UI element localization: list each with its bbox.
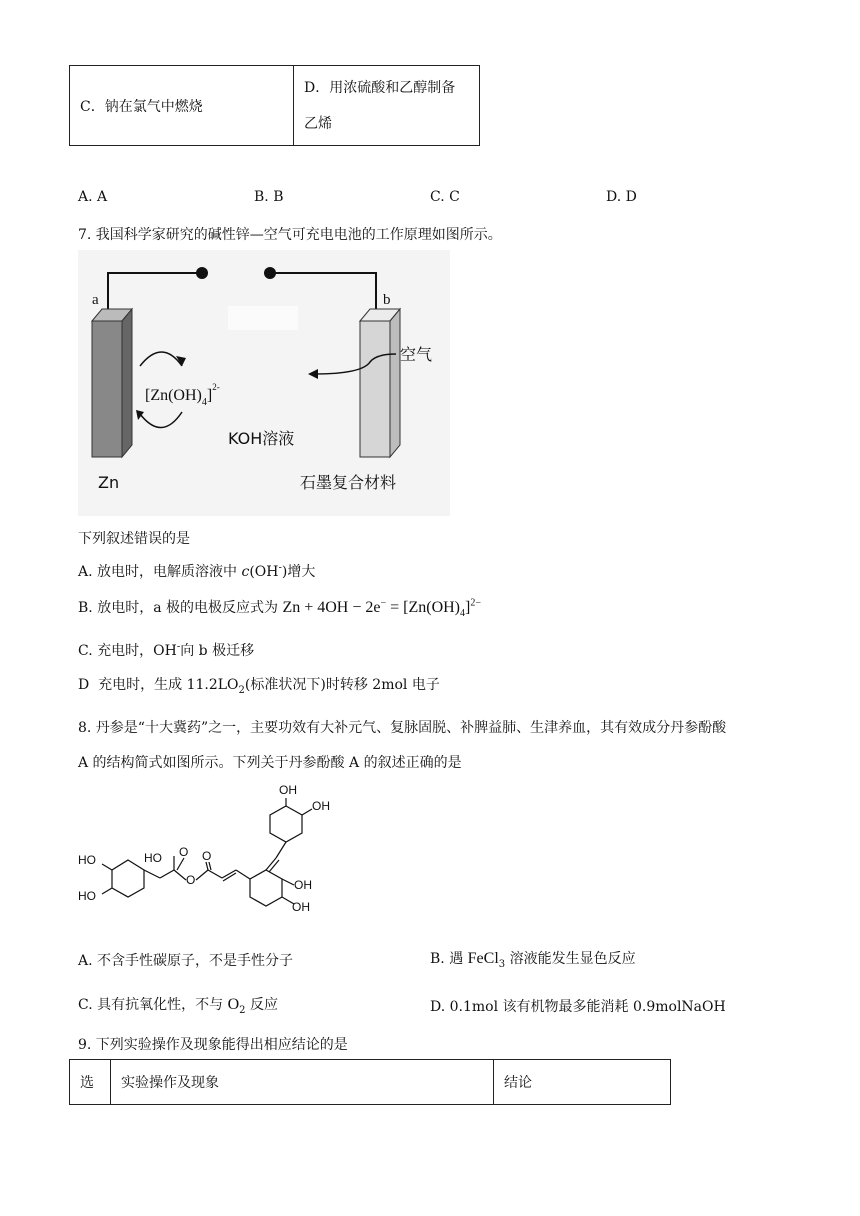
- oh-r1: OH: [294, 878, 312, 892]
- options-table-q6: [69, 65, 480, 146]
- q9-header-option: 选: [70, 1060, 111, 1105]
- ion-sup: 2-: [212, 382, 220, 392]
- q6-option-b: B. B: [254, 189, 284, 205]
- q9-header-operation: 实验操作及现象: [111, 1060, 494, 1105]
- q8-option-a: A. 不含手性碳原子，不是手性分子: [78, 953, 294, 969]
- ho-left2: HO: [78, 889, 96, 903]
- battery-diagram: [78, 250, 450, 516]
- air-label: 空气: [400, 345, 433, 364]
- oh-top1: OH: [279, 783, 297, 797]
- q7-stem: 7. 我国科学家研究的碱性锌—空气可充电电池的工作原理如图所示。: [78, 227, 502, 243]
- q6-option-a: A. A: [78, 189, 108, 205]
- o-ester-carbonyl: O: [202, 849, 212, 863]
- table-cell-d-line2: 乙烯: [304, 115, 332, 132]
- ion-sub: 4: [201, 397, 207, 408]
- q6-option-c: C. C: [430, 189, 460, 205]
- q9-table: [69, 1059, 671, 1105]
- zn-label: Zn: [98, 473, 120, 492]
- q6-option-d: D. D: [606, 189, 637, 205]
- q9-stem: 9. 下列实验操作及现象能得出相应结论的是: [78, 1037, 348, 1053]
- q7-option-d: D 充电时，生成 $11.2LO_2$(标准状况下)时转移 2mol 电子: [78, 677, 440, 696]
- q8-option-d: D. 0.1mol 该有机物最多能消耗 0.9molNaOH: [430, 999, 726, 1015]
- q8-option-b: B. 遇 FeCl$_3$ 溶液能发生显色反应: [430, 950, 636, 970]
- ion-label: [Zn(OH): [145, 387, 202, 404]
- label-a: a: [92, 292, 99, 308]
- oh-r2: OH: [292, 900, 310, 914]
- svg-text:[Zn(OH)4]2-: $[Zn(OH)_4]^{2-}$: [145, 382, 220, 408]
- label-b: b: [383, 292, 391, 308]
- salvianolic-acid-structure: [76, 778, 336, 924]
- q8-stem-line2: A 的结构简式如图所示。下列关于丹参酚酸 A 的叙述正确的是: [78, 755, 462, 771]
- table-cell-d: [294, 66, 480, 146]
- graphite-label: 石墨复合材料: [300, 473, 397, 492]
- q7-option-c: C. 充电时，OH-向 b 极迁移: [78, 641, 255, 659]
- ho-left1: HO: [78, 853, 96, 867]
- q8-stem-line1: 8. 丹参是“十大冀药”之一，主要功效有大补元气、复脉固脱、补脾益肺、生津养血，其有效成分丹参酚酸: [78, 720, 727, 736]
- q9-header-conclusion: 结论: [494, 1060, 671, 1105]
- ho-acid: HO: [144, 851, 162, 865]
- table-cell-c: C．钠在氯气中燃烧: [70, 66, 294, 146]
- electrolyte-label: KOH溶液: [228, 429, 295, 448]
- q7-option-b: B. 放电时，a 极的电极反应式为 $Zn + 4OH - 2e^- = [Zn(OH)_4]^{2-}$: [78, 597, 481, 620]
- q7-prompt: 下列叙述错误的是: [78, 531, 190, 547]
- o-ester: O: [186, 873, 196, 887]
- o-carbonyl: O: [179, 845, 189, 859]
- q8-option-c: C. 具有抗氧化性，不与 $O_2$ 反应: [78, 996, 278, 1016]
- oh-top2: OH: [312, 799, 330, 813]
- table-cell-d-line1: D．用浓硫酸和乙醇制备: [304, 79, 456, 96]
- q7-option-a: A. 放电时，电解质溶液中 c(OH-)增大: [78, 562, 316, 580]
